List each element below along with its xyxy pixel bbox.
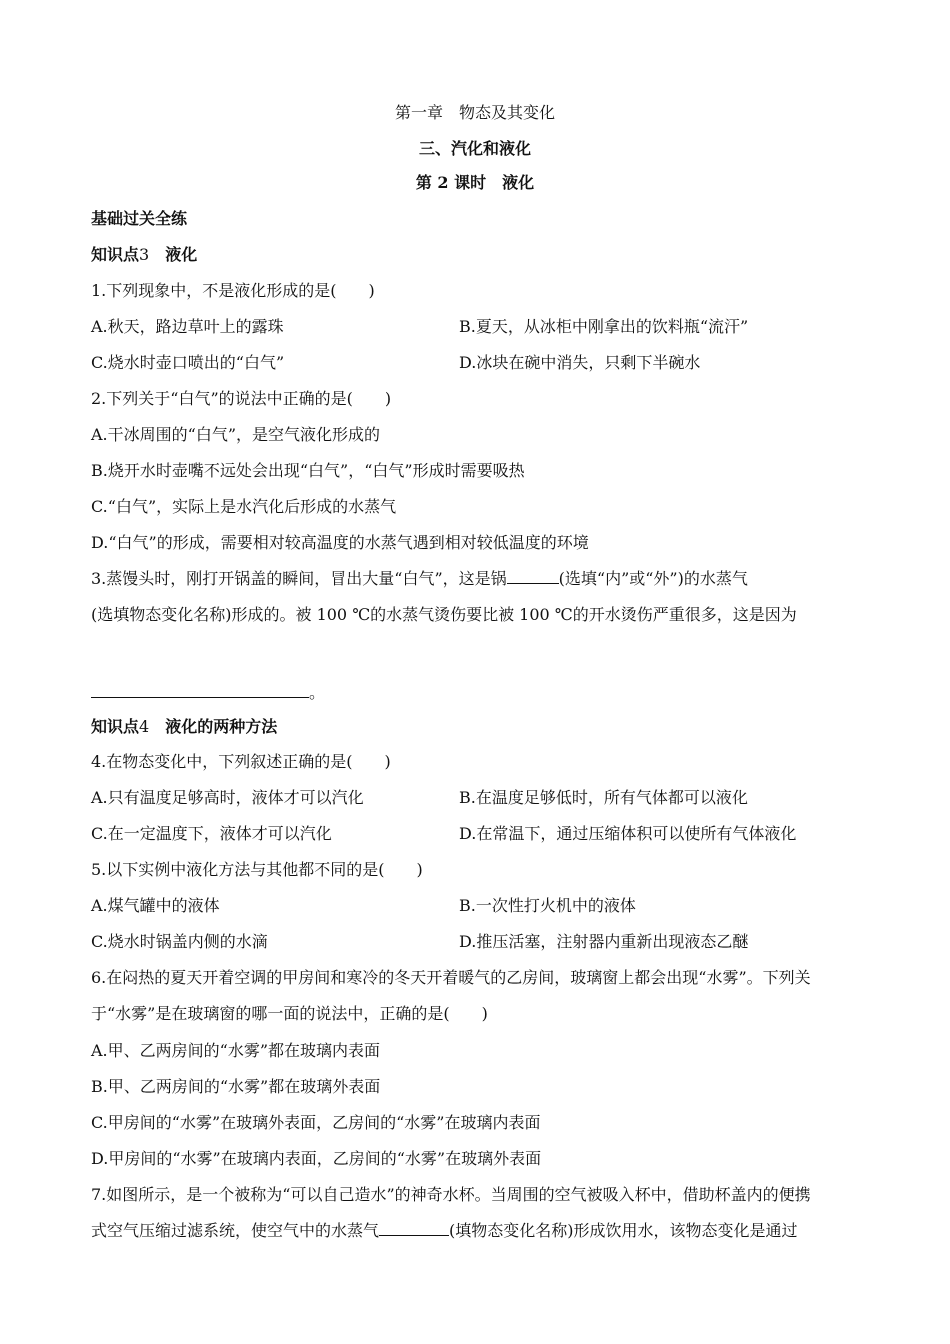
question-7-line-2 <box>91 1221 798 1241</box>
question-1-option-d: D.冰块在碗中消失，只剩下半碗水 <box>459 353 701 372</box>
q3-text-2: (选填“内”或“外”)的水蒸气 <box>558 569 748 588</box>
question-3-line-2: (选填物态变化名称)形成的。被 100 ℃的水蒸气烫伤要比被 100 ℃的开水烫伤严重很多，这是因为 <box>91 605 797 624</box>
question-6-option-b: B.甲、乙两房间的“水雾”都在玻璃外表面 <box>91 1077 381 1096</box>
q3-end: 。 <box>309 683 326 702</box>
knowledge-point-3-heading <box>91 245 197 265</box>
question-6-line-2: 于“水雾”是在玻璃窗的哪一面的说法中，正确的是( ) <box>91 1004 488 1023</box>
question-5-option-b: B.一次性打火机中的液体 <box>459 896 636 915</box>
question-1-stem: 1.下列现象中，不是液化形成的是( ) <box>91 281 375 300</box>
basic-practice-heading: 基础过关全练 <box>91 209 188 228</box>
question-2-option-b: B.烧开水时壶嘴不远处会出现“白气”，“白气”形成时需要吸热 <box>91 461 525 480</box>
question-6-line-1: 6.在闷热的夏天开着空调的甲房间和寒冷的冬天开着暖气的乙房间，玻璃窗上都会出现“水雾”。下列关 <box>91 968 811 987</box>
question-2-option-c: C.“白气”，实际上是水汽化后形成的水蒸气 <box>91 497 397 516</box>
question-1-option-a: A.秋天，路边草叶上的露珠 <box>91 317 284 336</box>
chapter-title: 第一章 物态及其变化 <box>394 103 555 122</box>
question-4-option-a: A.只有温度足够高时，液体才可以汽化 <box>91 788 364 807</box>
kp-number: 4 <box>139 717 150 736</box>
q7-text-1: 式空气压缩过滤系统，使空气中的水蒸气 <box>91 1221 380 1240</box>
question-5-option-d: D.推压活塞，注射器内重新出现液态乙醚 <box>459 932 749 951</box>
question-7-line-1: 7.如图所示，是一个被称为“可以自己造水”的神奇水杯。当周围的空气被吸入杯中，借助杯盖内的便携 <box>91 1185 811 1204</box>
kp-title: 液化 <box>165 245 198 264</box>
question-4-option-b: B.在温度足够低时，所有气体都可以液化 <box>459 788 748 807</box>
question-6-option-d: D.甲房间的“水雾”在玻璃内表面，乙房间的“水雾”在玻璃外表面 <box>91 1149 542 1168</box>
kp-title: 液化的两种方法 <box>165 717 278 736</box>
question-5-stem: 5.以下实例中液化方法与其他都不同的是( ) <box>91 860 423 879</box>
question-3-line-3 <box>91 683 325 703</box>
q3-text-1: 3.蒸馒头时，刚打开锅盖的瞬间，冒出大量“白气”，这是锅 <box>91 569 507 588</box>
q7-text-2: (填物态变化名称)形成饮用水，该物态变化是通过 <box>449 1221 798 1240</box>
question-1-option-c: C.烧水时壶口喷出的“白气” <box>91 353 285 372</box>
question-5-option-a: A.煤气罐中的液体 <box>91 896 220 915</box>
q3-blank-2[interactable] <box>91 683 309 698</box>
question-3-line-1 <box>91 569 748 589</box>
kp-label: 知识点 <box>91 717 140 736</box>
question-4-option-d: D.在常温下，通过压缩体积可以使所有气体液化 <box>459 824 797 843</box>
kp-number: 3 <box>139 245 150 264</box>
knowledge-point-4-heading <box>91 717 277 737</box>
question-2-option-a: A.干冰周围的“白气”，是空气液化形成的 <box>91 425 381 444</box>
question-1-option-b: B.夏天，从冰柜中刚拿出的饮料瓶“流汗” <box>459 317 749 336</box>
q7-blank-1[interactable] <box>379 1221 449 1236</box>
question-4-stem: 4.在物态变化中，下列叙述正确的是( ) <box>91 752 391 771</box>
q3-blank-1[interactable] <box>507 569 559 584</box>
question-2-stem: 2.下列关于“白气”的说法中正确的是( ) <box>91 389 392 408</box>
question-6-option-a: A.甲、乙两房间的“水雾”都在玻璃内表面 <box>91 1041 381 1060</box>
question-6-option-c: C.甲房间的“水雾”在玻璃外表面，乙房间的“水雾”在玻璃内表面 <box>91 1113 541 1132</box>
section-title: 三、汽化和液化 <box>418 139 531 158</box>
question-2-option-d: D.“白气”的形成，需要相对较高温度的水蒸气遇到相对较低温度的环境 <box>91 533 589 552</box>
question-4-option-c: C.在一定温度下，液体才可以汽化 <box>91 824 332 843</box>
lesson-title: 第 2 课时 液化 <box>415 173 535 192</box>
kp-label: 知识点 <box>91 245 140 264</box>
question-5-option-c: C.烧水时锅盖内侧的水滴 <box>91 932 268 951</box>
